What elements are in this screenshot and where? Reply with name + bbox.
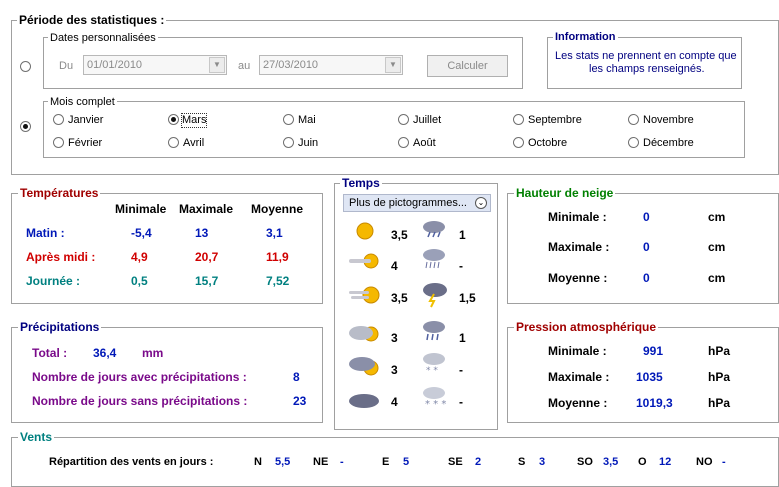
cloud-sun-icon xyxy=(347,354,381,378)
sun-behind-cloud-icon xyxy=(347,250,381,272)
pression-max-value: 1035 xyxy=(636,370,663,384)
dir-n: N xyxy=(254,456,262,468)
matin-min: -5,4 xyxy=(131,226,152,240)
dir-se: SE xyxy=(448,456,463,468)
storm-icon xyxy=(420,282,450,308)
temps-left-1: 4 xyxy=(391,259,398,273)
label-mars[interactable]: Mars xyxy=(182,114,207,126)
label-janvier[interactable]: Janvier xyxy=(68,114,104,126)
temperatures-title: Températures xyxy=(20,186,99,200)
au-combo[interactable] xyxy=(259,55,403,75)
apres-midi-min: 4,9 xyxy=(131,250,148,264)
dir-so: SO xyxy=(577,456,593,468)
pression-moy-value: 1019,3 xyxy=(636,396,673,410)
temps-title: Temps xyxy=(342,176,380,190)
matin-label: Matin : xyxy=(26,226,65,240)
temps-right-3: 1 xyxy=(459,331,466,345)
journee-moy: 7,52 xyxy=(266,274,290,288)
partly-sunny-icon xyxy=(347,283,381,307)
dir-no-value: - xyxy=(722,456,726,468)
neige-min-value: 0 xyxy=(643,210,650,224)
periode-title: Période des statistiques : xyxy=(19,13,165,27)
temps-right-4: - xyxy=(459,363,463,377)
radio-octobre[interactable] xyxy=(513,137,524,148)
mois-frame xyxy=(43,101,745,158)
label-juin[interactable]: Juin xyxy=(298,137,319,149)
matin-max: 13 xyxy=(195,226,209,240)
pression-min-unit: hPa xyxy=(708,344,731,358)
apres-midi-max: 20,7 xyxy=(195,250,219,264)
dates-radio[interactable] xyxy=(20,61,31,72)
apres-midi-moy: 11,9 xyxy=(266,250,289,264)
radio-juin[interactable] xyxy=(283,137,294,148)
rain-icon xyxy=(420,248,448,272)
double-chevron-down-icon[interactable]: ⌄ xyxy=(475,197,487,209)
radio-decembre[interactable] xyxy=(628,137,639,148)
label-octobre[interactable]: Octobre xyxy=(528,137,568,149)
thunder-icon xyxy=(420,220,448,242)
radio-avril[interactable] xyxy=(168,137,179,148)
mois-radio[interactable] xyxy=(20,121,31,132)
label-aout[interactable]: Août xyxy=(413,137,436,149)
pictogrammes-dropdown[interactable] xyxy=(343,194,491,212)
dates-legend: Dates personnalisées xyxy=(50,32,156,44)
journee-max: 15,7 xyxy=(195,274,219,288)
pression-moy-unit: hPa xyxy=(708,396,731,410)
label-novembre[interactable]: Novembre xyxy=(643,114,694,126)
radio-septembre[interactable] xyxy=(513,114,524,125)
temps-right-1: - xyxy=(459,259,463,273)
label-mai[interactable]: Mai xyxy=(298,114,316,126)
du-combo[interactable] xyxy=(83,55,227,75)
information-text-1: Les stats ne prennent en compte que xyxy=(555,50,737,62)
radio-novembre[interactable] xyxy=(628,114,639,125)
dir-so-value: 3,5 xyxy=(603,456,619,468)
header-moyenne: Moyenne xyxy=(251,202,304,216)
header-maximale: Maximale xyxy=(179,202,234,216)
total-unit: mm xyxy=(142,346,164,360)
mostly-cloudy-icon xyxy=(347,322,381,344)
dir-no: NO xyxy=(696,456,713,468)
dir-ne: NE xyxy=(313,456,329,468)
neige-moy-unit: cm xyxy=(708,271,726,285)
label-juillet[interactable]: Juillet xyxy=(413,114,442,126)
dir-s: S xyxy=(518,456,526,468)
jours-sans-value: 23 xyxy=(293,394,307,408)
snow-icon xyxy=(420,386,448,410)
total-value: 36,4 xyxy=(93,346,117,360)
neige-title: Hauteur de neige xyxy=(516,186,614,200)
dir-e-value: 5 xyxy=(403,456,410,468)
du-label: Du xyxy=(59,60,74,72)
pictogrammes-label: Plus de pictogrammes... xyxy=(349,197,467,209)
neige-min-label: Minimale : xyxy=(548,210,607,224)
neige-min-unit: cm xyxy=(708,210,726,224)
matin-moy: 3,1 xyxy=(266,226,283,240)
dir-o: O xyxy=(638,456,647,468)
radio-fevrier[interactable] xyxy=(53,137,64,148)
jours-sans-label: Nombre de jours sans précipitations : xyxy=(32,394,248,408)
pression-max-label: Maximale : xyxy=(548,370,610,384)
radio-mai[interactable] xyxy=(283,114,294,125)
chevron-down-icon[interactable]: ▼ xyxy=(385,57,401,73)
cloudy-icon xyxy=(347,389,381,411)
temps-right-2: 1,5 xyxy=(459,291,476,305)
au-value: 27/03/2010 xyxy=(263,59,319,71)
pression-min-label: Minimale : xyxy=(548,344,607,358)
du-value: 01/01/2010 xyxy=(87,59,143,71)
neige-max-unit: cm xyxy=(708,240,726,254)
vents-label: Répartition des vents en jours : xyxy=(49,456,214,468)
temps-left-4: 3 xyxy=(391,363,398,377)
svg-text:* * *: * * * xyxy=(425,399,447,410)
neige-moy-value: 0 xyxy=(643,271,650,285)
label-decembre[interactable]: Décembre xyxy=(643,137,694,149)
apres-midi-label: Après midi : xyxy=(26,250,96,264)
snow-rain-icon xyxy=(420,352,448,376)
rain-shower-icon xyxy=(420,320,448,344)
dir-s-value: 3 xyxy=(539,456,546,468)
dir-n-value: 5,5 xyxy=(275,456,291,468)
label-fevrier[interactable]: Février xyxy=(68,137,103,149)
calculer-button[interactable]: Calculer xyxy=(427,55,508,77)
dir-se-value: 2 xyxy=(475,456,482,468)
vents-title: Vents xyxy=(20,430,53,444)
neige-moy-label: Moyenne : xyxy=(548,271,608,285)
temps-left-2: 3,5 xyxy=(391,291,408,305)
precipitations-title: Précipitations xyxy=(20,320,100,334)
neige-max-label: Maximale : xyxy=(548,240,610,254)
jours-avec-label: Nombre de jours avec précipitations : xyxy=(32,370,247,384)
dir-ne-value: - xyxy=(340,456,344,468)
label-septembre[interactable]: Septembre xyxy=(528,114,582,126)
radio-aout[interactable] xyxy=(398,137,409,148)
svg-text:* *: * * xyxy=(426,366,438,376)
temps-left-0: 3,5 xyxy=(391,228,408,242)
neige-max-value: 0 xyxy=(643,240,650,254)
temps-right-5: - xyxy=(459,395,463,409)
temps-left-3: 3 xyxy=(391,331,398,345)
sun-icon xyxy=(352,220,378,242)
dir-o-value: 12 xyxy=(659,456,672,468)
information-text-2: les champs renseignés. xyxy=(589,63,705,75)
pression-min-value: 991 xyxy=(643,344,664,358)
pression-max-unit: hPa xyxy=(708,370,731,384)
label-avril[interactable]: Avril xyxy=(183,137,205,149)
dir-e: E xyxy=(382,456,390,468)
jours-avec-value: 8 xyxy=(293,370,300,384)
journee-label: Journée : xyxy=(26,274,81,288)
chevron-down-icon[interactable]: ▼ xyxy=(209,57,225,73)
pression-title: Pression atmosphérique xyxy=(516,320,657,334)
pression-moy-label: Moyenne : xyxy=(548,396,608,410)
radio-mars[interactable] xyxy=(168,114,179,125)
mois-legend: Mois complet xyxy=(50,96,115,108)
journee-min: 0,5 xyxy=(131,274,148,288)
au-label: au xyxy=(238,60,251,72)
radio-janvier[interactable] xyxy=(53,114,64,125)
header-minimale: Minimale xyxy=(115,202,167,216)
radio-juillet[interactable] xyxy=(398,114,409,125)
temps-right-0: 1 xyxy=(459,228,466,242)
total-label: Total : xyxy=(32,346,68,360)
information-title: Information xyxy=(555,31,616,43)
temps-left-5: 4 xyxy=(391,395,398,409)
